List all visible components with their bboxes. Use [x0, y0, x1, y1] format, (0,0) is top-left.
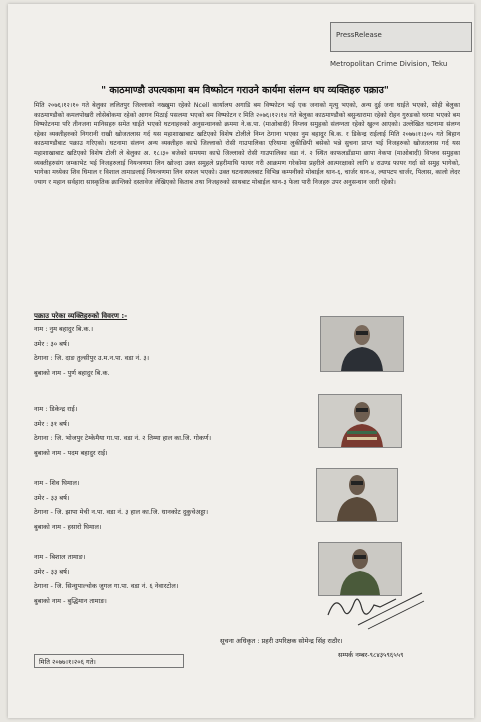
person-father: बुबाको नाम - बुद्धिमान तामाङ। — [34, 596, 107, 605]
person-father: बुबाको नाम - पदम बहादुर राई। — [34, 448, 108, 457]
person-photo — [316, 468, 398, 522]
person-photo — [318, 394, 402, 448]
person-age: उमेर : ३० बर्ष। — [34, 339, 70, 348]
person-age: उमेर : ३१ बर्ष। — [34, 419, 70, 428]
officer-signature — [318, 585, 428, 637]
arrested-persons-heading: पक्राउ परेका व्यक्तिहरुको विवरण :- — [34, 312, 128, 320]
person-address: ठेगाना - जि. झापा मेची न.पा. वडा नं. ३ हाल का.जि. धानकोट दुकुचेअड्डा। — [34, 508, 209, 516]
person-photo-image — [317, 469, 397, 521]
person-record — [34, 402, 294, 460]
person-father: बुबाको नाम - हसारो घिमाल। — [34, 522, 102, 531]
person-photo-image — [321, 317, 403, 371]
person-record — [34, 322, 294, 380]
person-address: ठेगाना - जि. सिन्धुपाल्चोक जुगल गा.पा. वडा नं. ६ नेवारटोल। — [34, 582, 179, 590]
person-name: नाम - बिशाल तामाङ। — [34, 553, 86, 561]
person-address: ठेगाना : जि. भोजपुर टेम्केमैया गा.पा. वडा नं. २ तिम्मा हाल का.जि. गोकर्ण। — [34, 434, 212, 442]
person-record — [34, 476, 294, 534]
person-age: उमेर - ३३ बर्ष। — [34, 493, 70, 502]
person-name: नाम - शिव घिमाल। — [34, 479, 80, 487]
information-officer: सूचना अधिकृत : प्रहरी उपरिक्षक सोमेन्द्र सिंह राठौर। — [220, 637, 343, 645]
person-record — [34, 550, 294, 608]
body-paragraph: मिति २०७६।१२।१० गते बेलुका ललितपुर जिल्लाको नख्खुमा रहेको Ncell कार्यालय अगाडि बम विष्फोटन भई एक जनाको मृत्यु भएको, अन्य दुई जना घाईते भएको, सोही बेलुका काठमाण्डौको कमलपोखरी लोसेबोकमा रहेको आगन मिठाई पसलमा भएको बम विष्फोटन र मिति २०७६।१२।१४ गते बेलुका काठमाण्डौको बसुन्धारामा रहेको रोहन गुरुङको घरमा भएको बम विष्फोटनमा परि तीनजना मानिसहरु समेत घाईते भएको घटनाहरुको अनुसन्धानको क्रममा ने.क.पा. (माओबादी) विप्लव समुहको संलग्नता रहेको खुल्न आएको। उल्लेखित घटनामा संलग्न रहेका व्यक्तीहरुको निगरानी राखी खोजतलास गर्द यस महाशाखाबाट खटिएको विशेष टोलीले निम्न ठेगाना भएका नुम बहादुर बि.क. र डिकेन्द्र राईलाई मिति २०७७।१।३०५ गते बिहान काठमाण्डौबाट पक्राउ गरिएको। घटनामा संलग्न अन्य व्यक्तीहरु काभ्रे जिल्लाको रोसी गाउपालिका एरियामा लुकीछिपी बसेको भन्ने सुचना प्राप्त भई निजहरुको खोजतलास गर्द यस महाशाखाबाट खटिएको विशेष टोली ले बेलुका अ. १८।३० बजेको समयमा काभ्रे जिल्लाको रोसी गाउपालिका वडा नं. २ स्थित काफलडाँडामा छापा नेकपा (माओबादी) विप्लव समुहका व्यक्तीहरुसंग जम्काभेट भई निजहरुलाई नियन्त्रणमा लिन खोज्दा उक्त समुहले प्रहरीमाथि फायर गरी आक्रमण गरेकोमा प्रहरीले आत्मरक्षाको लागि ४ राउण्ड फायर गर्दा सो समुह भागेको, भागेका मध्येका शिव घिमाल र विशाल तामाङलाई नियन्त्रणमा लिन सफल भएको। उक्त घटनास्थलबाट विभिन्न कम्पनीको मोबाईल थान-६, चार्जर थान-४, ल्यापटप चार्जर, पिलास, कालो लेदर ज्याग र महान सर्वहारा सास्कृतिक क्रान्तिको दस्तावेज लेखिएको किताब तथा निजहरुको साथबाट मोबाईल थान-३ फेला पारी निजहरु उपर अनुसन्धान जारी रहेको। — [34, 102, 460, 186]
document-title: " काठमाण्डौ उपत्यकामा बम विष्फोटन गराउने कार्यमा संलग्न थप व्यक्तिहरु पक्राउ" — [101, 85, 389, 96]
person-address: ठेगाना : जि. दाङ तुल्सीपुर उ.म.न.पा. वडा नं. ३। — [34, 354, 150, 362]
contact-number: सम्पर्क नम्बर-९८४३५९६५५९ — [338, 651, 404, 659]
issue-date: मिति २०७७।१।२०६ गते। — [34, 654, 184, 668]
person-age: उमेर - ३३ बर्ष। — [34, 567, 70, 576]
person-photo — [320, 316, 404, 372]
person-father: बुबाको नाम - पुर्ण बहादुर बि.क. — [34, 368, 110, 377]
person-name: नाम : डिकेन्द्र राई। — [34, 405, 78, 413]
person-name: नाम : नुम बहादुर बि.क.। — [34, 325, 94, 333]
person-photo-image — [319, 395, 401, 447]
press-release-label: PressRelease — [336, 31, 382, 39]
division-name: Metropolitan Crime Division, Teku — [330, 60, 448, 68]
